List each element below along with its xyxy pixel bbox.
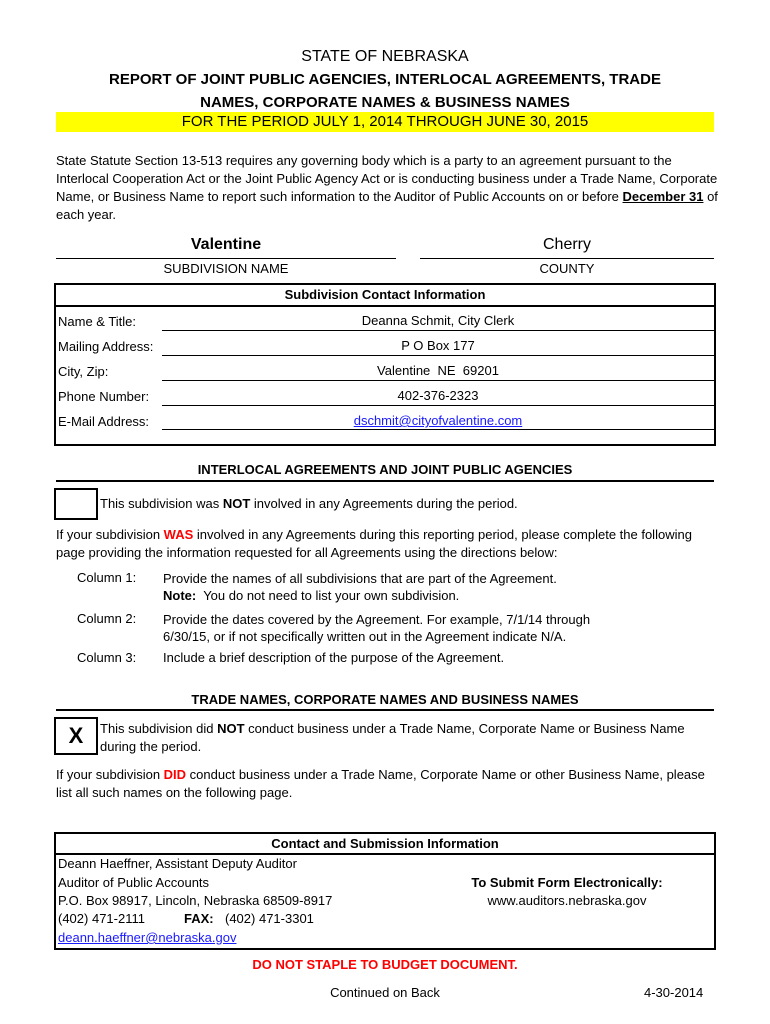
statement-not: NOT — [222, 496, 251, 511]
email-label: E-Mail Address: — [58, 414, 150, 429]
was-emphasis: WAS — [163, 527, 194, 542]
email-value[interactable] — [162, 413, 714, 428]
trade-names-divider — [56, 709, 714, 711]
did-conduct-instructions — [56, 766, 718, 802]
email-line — [162, 429, 714, 430]
auditor-name: Deann Haeffner, Assistant Deputy Auditor — [58, 856, 297, 871]
email-link[interactable]: dschmit@cityofvalentine.com — [353, 413, 523, 428]
auditor-email[interactable] — [58, 930, 236, 945]
phone-value[interactable]: 402-376-2323 — [397, 388, 479, 403]
name-title-value[interactable]: Deanna Schmit, City Clerk — [361, 313, 515, 328]
interlocal-heading: INTERLOCAL AGREEMENTS AND JOINT PUBLIC AGENCIES — [197, 462, 573, 477]
period-banner: FOR THE PERIOD JULY 1, 2014 THROUGH JUNE 30, 2015 — [56, 112, 714, 132]
subdivision-name-line — [56, 258, 396, 259]
interlocal-divider — [56, 480, 714, 482]
phone-line — [162, 405, 714, 406]
column3-label: Column 3: — [77, 650, 137, 665]
no-trade-name-checkbox[interactable]: X — [54, 717, 98, 755]
county-value[interactable]: Cherry — [542, 236, 591, 253]
not-involved-checkbox[interactable] — [54, 488, 98, 520]
mailing-address-line — [162, 355, 714, 356]
continued-on-back: Continued on Back — [330, 985, 440, 1000]
trade-names-heading: TRADE NAMES, CORPORATE NAMES AND BUSINESS NAMES — [191, 692, 579, 707]
subdivision-name-label: SUBDIVISION NAME — [163, 261, 289, 276]
fax-label: FAX: — [184, 911, 214, 926]
trade-statement-post: conduct business under a Trade Name, Corporate Name or Business Name during the period. — [100, 721, 685, 754]
auditor-website[interactable]: www.auditors.nebraska.gov — [487, 893, 647, 908]
column1-description: Provide the names of all subdivisions that are part of the Agreement. — [163, 571, 557, 586]
phone-label: Phone Number: — [58, 389, 150, 404]
intro-tail: of each year. — [56, 189, 718, 222]
mailing-address-label: Mailing Address: — [58, 339, 154, 354]
column1-text — [163, 570, 713, 604]
auditor-phone: (402) 471-2111 — [58, 911, 145, 926]
electronic-submission-label: To Submit Form Electronically: — [471, 875, 663, 890]
name-title-label: Name & Title: — [58, 314, 137, 329]
no-trade-name-statement — [100, 720, 700, 756]
auditor-address: P.O. Box 98917, Lincoln, Nebraska 68509-8917 — [58, 893, 333, 908]
city-zip-line — [162, 380, 714, 381]
auditor-office: Auditor of Public Accounts — [58, 875, 210, 890]
not-involved-statement — [100, 496, 714, 511]
auditor-email-link[interactable]: deann.haeffner@nebraska.gov — [58, 930, 237, 945]
instructions-pre: If your subdivision — [56, 527, 164, 542]
city-zip-value[interactable]: Valentine NE 69201 — [377, 363, 499, 378]
report-title-line1: REPORT OF JOINT PUBLIC AGENCIES, INTERLOCAL AGREEMENTS, TRADE — [109, 71, 661, 88]
submission-divider — [56, 853, 714, 855]
column1-label: Column 1: — [77, 570, 137, 585]
subdivision-name-value[interactable]: Valentine — [190, 236, 262, 253]
contact-heading-divider — [56, 305, 714, 307]
report-title-line2: NAMES, CORPORATE NAMES & BUSINESS NAMES — [200, 94, 570, 111]
statement-post: involved in any Agreements during the period. — [250, 496, 518, 511]
column3-text: Include a brief description of the purpose of the Agreement. — [163, 650, 505, 665]
was-involved-instructions — [56, 526, 718, 562]
mailing-address-value[interactable]: P O Box 177 — [401, 338, 475, 353]
form-revision-date: 4-30-2014 — [644, 985, 704, 1000]
county-line — [420, 258, 714, 259]
trade-statement-not: NOT — [217, 721, 245, 736]
no-staple-warning: DO NOT STAPLE TO BUDGET DOCUMENT. — [252, 957, 518, 972]
trade-instructions-pre: If your subdivision — [56, 767, 164, 782]
deadline-date: December 31 — [622, 189, 704, 204]
column1-note: You do not need to list your own subdivision. — [196, 588, 460, 603]
county-label: COUNTY — [539, 261, 595, 276]
column1-note-label: Note: — [163, 588, 197, 603]
instructions-post: involved in any Agreements during this reporting period, please complete the following page providing the information requested for all Agreements using the directions below: — [56, 527, 692, 560]
column2-text: Provide the dates covered by the Agreement. For example, 7/1/14 through 6/30/15, or if not specifically written out in the Agreement indicate N/A. — [163, 612, 591, 644]
city-zip-label: City, Zip: — [58, 364, 109, 379]
fax-number: (402) 471-3301 — [225, 911, 314, 926]
did-emphasis: DID — [163, 767, 187, 782]
contact-heading: Subdivision Contact Information — [284, 287, 486, 302]
trade-instructions-post: conduct business under a Trade Name, Corporate Name or other Business Name, please list all such names on the following page. — [56, 767, 705, 800]
trade-statement-pre: This subdivision did — [100, 721, 218, 736]
name-title-line — [162, 330, 714, 331]
column2-label: Column 2: — [77, 611, 137, 626]
intro-text: State Statute Section 13-513 requires any governing body which is a party to an agreement pursuant to the Interlocal Cooperation Act or the Joint Public Agency Act or is conducting business under a Trade Name, Corporate Name, or Business Name to report such information to the Auditor of Public Accounts on or before — [56, 153, 718, 204]
intro-paragraph — [56, 152, 718, 224]
submission-heading: Contact and Submission Information — [271, 836, 499, 851]
statement-pre: This subdivision was — [100, 496, 223, 511]
state-heading: STATE OF NEBRASKA — [301, 48, 469, 65]
